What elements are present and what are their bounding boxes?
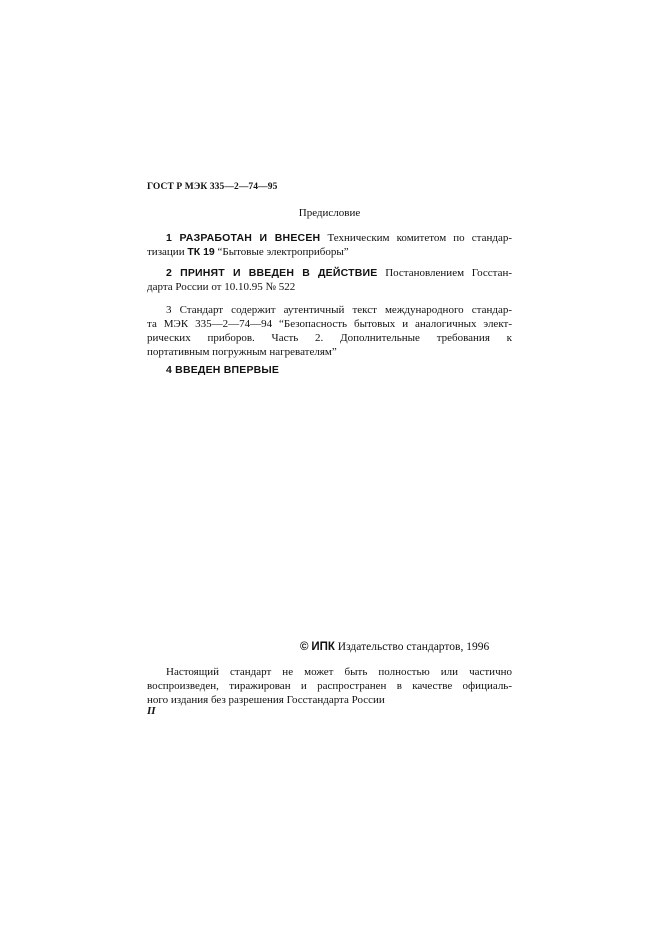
notice-line-2: воспроизведен, тиражирован и распространен в качестве официаль- — [147, 680, 512, 692]
foreword-item-3-line-4: портативным погружным нагревателям” — [147, 346, 337, 358]
reproduction-notice — [147, 665, 512, 707]
foreword-item-4-lead: 4 ВВЕДЕН ВПЕРВЫЕ — [166, 364, 280, 376]
copyright-line — [300, 641, 489, 653]
foreword-item-1-lead: 1 РАЗРАБОТАН И ВНЕСЕН — [166, 232, 321, 244]
copyright-symbol: © — [300, 641, 309, 653]
foreword-item-1-text: Техническим комитетом по стандар- — [327, 232, 513, 244]
copyright-text: Издательство стандартов, 1996 — [337, 641, 490, 653]
foreword-item-2-lead: 2 ПРИНЯТ И ВВЕДЕН В ДЕЙСТВИЕ — [166, 267, 378, 279]
foreword-item-2 — [147, 266, 512, 294]
foreword-item-3-line-3: рических приборов. Часть 2. Дополнительные требования к — [147, 332, 512, 344]
foreword-item-2-line-2: дарта России от 10.10.95 № 522 — [147, 281, 296, 293]
foreword-item-2-text: Постановлением Госстан- — [385, 267, 513, 279]
foreword-item-3-line-2: та МЭК 335—2—74—94 “Безопасность бытовых и аналогичных элект- — [147, 318, 512, 330]
notice-line-1: Настоящий стандарт не может быть полностью или частично — [166, 666, 512, 678]
foreword-heading: Предисловие — [298, 207, 361, 219]
foreword-item-1-text-2a: тизации — [147, 246, 185, 258]
foreword-item-2-line-1 — [147, 266, 512, 280]
notice-line-3: ного издания без разрешения Госстандарта России — [147, 694, 385, 706]
foreword-item-1-line-1 — [147, 231, 512, 245]
foreword-item-3-line-1: 3 Стандарт содержит аутентичный текст международного стандар- — [166, 304, 512, 316]
copyright-org: ИПК — [311, 641, 335, 653]
foreword-item-1-tk: ТК 19 — [187, 246, 215, 258]
foreword-item-3 — [147, 303, 512, 359]
document-page — [147, 0, 512, 935]
foreword-item-4 — [147, 363, 512, 377]
foreword-item-1-text-2b: “Бытовые электроприборы” — [217, 246, 349, 258]
foreword-item-1 — [147, 231, 512, 259]
page-number: II — [147, 705, 156, 717]
foreword-item-4-line-1 — [147, 363, 512, 377]
document-code: ГОСТ Р МЭК 335—2—74—95 — [147, 182, 278, 192]
foreword-item-1-line-2 — [147, 245, 512, 259]
